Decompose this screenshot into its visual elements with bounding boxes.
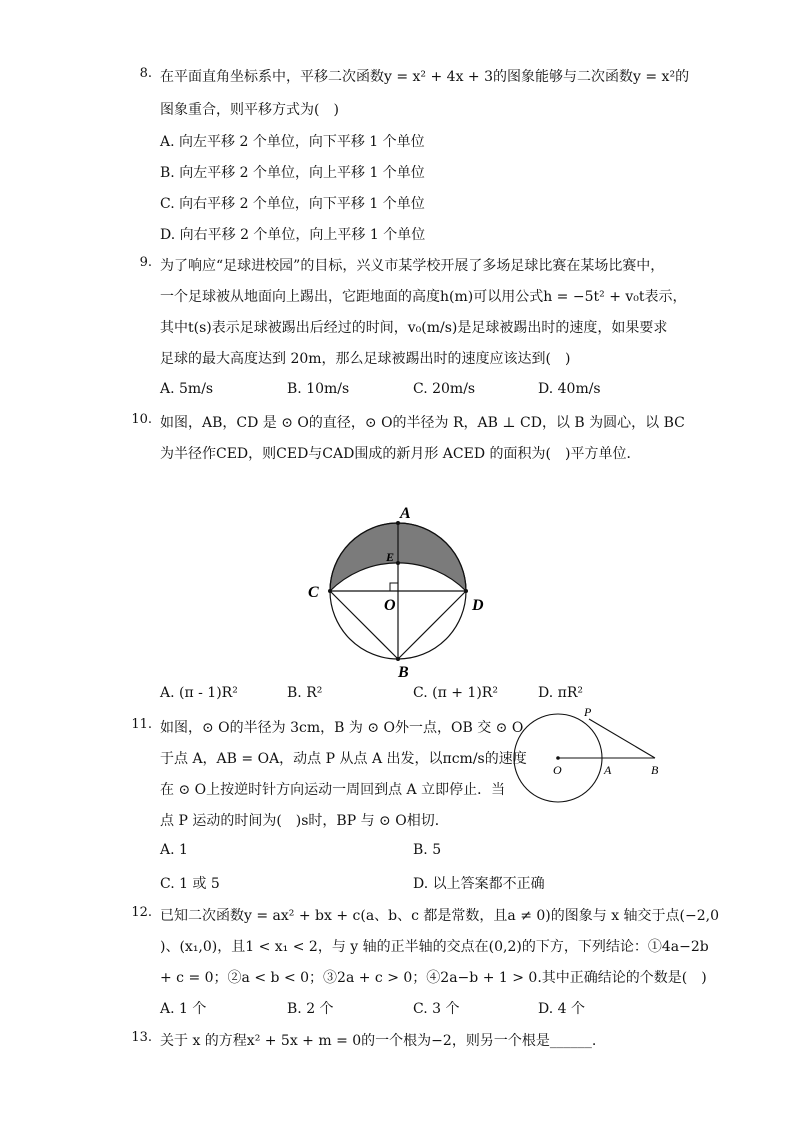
q8-option-b: B. 向左平移 2 个单位，向上平移 1 个单位 [160, 165, 425, 181]
q9-option-b: B. 10m/s [287, 381, 350, 397]
q10-line-1: 如图，AB，CD 是 ⊙ O的直径，⊙ O的半径为 R，AB ⊥ CD，以 B 为圆心，以 BC [160, 415, 685, 431]
q12-line-3: + c = 0；②a < b < 0；③2a + c > 0；④2a−b + 1 > 0.其中正确结论的个数是( ) [160, 970, 707, 986]
q8-option-d: D. 向右平移 2 个单位，向上平移 1 个单位 [160, 227, 426, 243]
q10-line-2: 为半径作CED，则CED与CAD围成的新月形 ACED 的面积为( )平方单位． [160, 446, 641, 462]
q8-line-2: 图象重合，则平移方式为( ) [160, 102, 339, 118]
q9-option-d: D. 40m/s [538, 381, 601, 397]
label-c: C [308, 584, 319, 601]
q9-number: 9. [139, 255, 152, 270]
tangent-bp [589, 719, 655, 758]
q11-line-1: 如图，⊙ O的半径为 3cm，B 为 ⊙ O外一点，OB 交 ⊙ O [160, 720, 524, 736]
right-angle-mark [390, 583, 398, 591]
label-d: D [472, 597, 484, 614]
q13-line-1: 关于 x 的方程x² + 5x + m = 0的一个根为−2，则另一个根是______. [160, 1033, 597, 1049]
q11-line-3: 在 ⊙ O上按逆时针方向运动一周回到点 A 立即停止．当 [160, 782, 506, 798]
q8-line-1: 在平面直角坐标系中，平移二次函数y = x² + 4x + 3的图象能够与二次函数y = x²的 [160, 69, 690, 85]
q11-option-a: A. 1 [160, 842, 188, 858]
q12-number: 12. [131, 905, 152, 920]
label-b-small: B [651, 763, 659, 777]
q9-line-1: 为了响应“足球进校园”的目标，兴义市某学校开展了多场足球比赛在某场比赛中， [160, 258, 665, 274]
q12-line-1: 已知二次函数y = ax² + bx + c(a、b、c 都是常数，且a ≠ 0)的图象与 x 轴交于点(−2,0 [160, 908, 720, 924]
q11-number: 11. [131, 717, 152, 732]
q10-option-a: A. (π - 1)R² [160, 685, 238, 701]
q11-option-c: C. 1 或 5 [160, 876, 220, 892]
q13-number: 13. [131, 1030, 152, 1045]
q11-tangent-figure [510, 700, 670, 810]
q11-line-4: 点 P 运动的时间为( )s时，BP 与 ⊙ O相切． [160, 813, 449, 829]
q8-option-a: A. 向左平移 2 个单位，向下平移 1 个单位 [160, 134, 425, 150]
q11-option-d: D. 以上答案都不正确 [413, 876, 545, 892]
q10-option-d: D. πR² [538, 685, 583, 701]
q12-line-2: )、(x₁,0)，且1 < x₁ < 2，与 y 轴的正半轴的交点在(0,2)的下方，下列结论：①4a−2b [160, 939, 709, 955]
q12-option-d: D. 4 个 [538, 1001, 585, 1017]
q10-crescent-figure [300, 498, 500, 683]
label-b: B [398, 664, 409, 681]
label-e: E [386, 550, 395, 564]
q9-line-2: 一个足球被从地面向上踢出，它距地面的高度h(m)可以用公式h = −5t² + v₀t表示， [160, 289, 687, 305]
q8-option-c: C. 向右平移 2 个单位，向下平移 1 个单位 [160, 196, 425, 212]
segment-bd [398, 591, 466, 659]
label-p: P [584, 705, 592, 719]
label-a-small: A [604, 763, 612, 777]
q10-number: 10. [131, 412, 152, 427]
q9-option-c: C. 20m/s [413, 381, 476, 397]
q9-line-4: 足球的最大高度达到 20m，那么足球被踢出时的速度应该达到( ) [160, 351, 571, 367]
q10-option-b: B. R² [287, 685, 323, 701]
q11-option-b: B. 5 [413, 842, 442, 858]
q11-line-2: 于点 A，AB = OA，动点 P 从点 A 出发，以πcm/s的速度 [160, 751, 527, 767]
label-a: A [400, 505, 411, 522]
q12-option-b: B. 2 个 [287, 1001, 334, 1017]
q12-option-c: C. 3 个 [413, 1001, 460, 1017]
label-o-small: O [553, 763, 562, 777]
q9-line-3: 其中t(s)表示足球被踢出后经过的时间，v₀(m/s)是足球被踢出时的速度，如果要求 [160, 320, 668, 336]
q12-option-a: A. 1 个 [160, 1001, 207, 1017]
q9-option-a: A. 5m/s [160, 381, 214, 397]
q8-number: 8. [139, 66, 152, 81]
label-o: O [384, 597, 396, 614]
q10-option-c: C. (π + 1)R² [413, 685, 498, 701]
